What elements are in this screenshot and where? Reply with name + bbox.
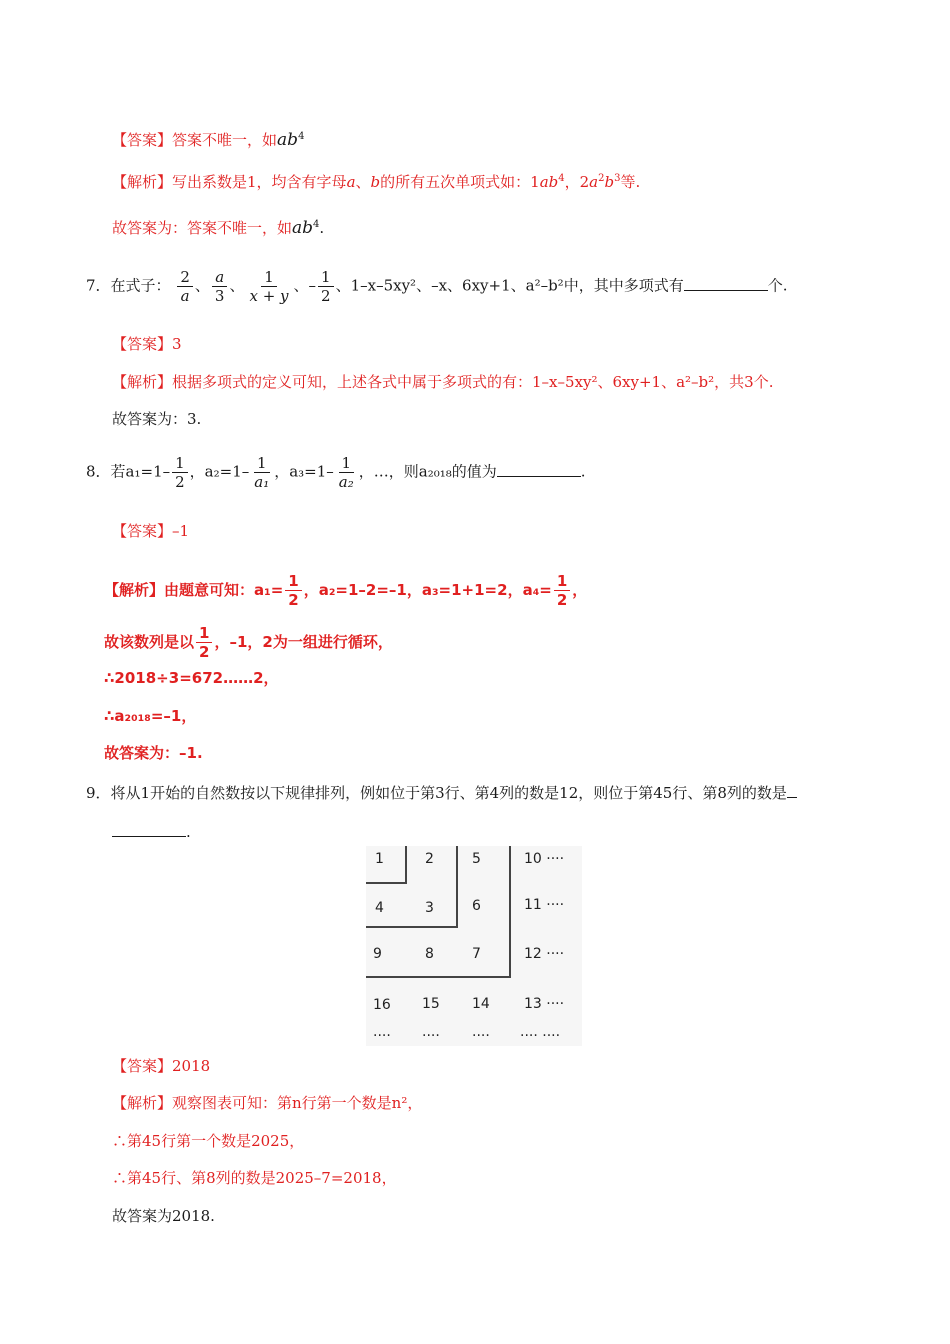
grid-cell: 7 — [472, 946, 481, 962]
grid-cell: ···· — [472, 1028, 490, 1044]
grid-cell: 15 — [422, 996, 440, 1012]
q6-analysis: 【解析】写出系数是1，均含有字母a、b的所有五次单项式如：$1ab^4$，$2a^2b^3$等. — [112, 173, 641, 191]
q6-answer: 【答案】答案不唯一，如$ab^4$ — [112, 130, 305, 150]
answer-label: 【答案】 — [112, 131, 173, 149]
grid-cell: 13 ···· — [524, 996, 565, 1012]
number-grid-figure — [366, 846, 582, 1046]
grid-cell: 5 — [472, 851, 481, 867]
grid-cell: 8 — [425, 946, 434, 962]
grid-cell: ···· — [373, 1028, 391, 1044]
fraction: $\frac{1}{2}$ — [554, 572, 570, 609]
answer-label: 【答案】 — [112, 1057, 173, 1075]
q9-analysis-line3: ∴第45行、第8列的数是2025–7=2018， — [112, 1169, 397, 1187]
answer-blank[interactable] — [497, 464, 581, 477]
analysis-label: 【解析】 — [104, 581, 165, 599]
q6-final: 故答案为：答案不唯一，如$ab^4$. — [112, 218, 325, 238]
analysis-label: 【解析】 — [112, 373, 173, 391]
q9-analysis-line2: ∴第45行第一个数是2025， — [112, 1132, 305, 1150]
q9-analysis: 【解析】观察图表可知：第n行第一个数是n²， — [112, 1094, 423, 1112]
fraction: $\frac{1}{2}$ — [196, 624, 212, 661]
grid-cell: 11 ···· — [524, 897, 565, 913]
analysis-label: 【解析】 — [112, 1094, 173, 1112]
question-number: 9． — [86, 784, 111, 802]
q7-final: 故答案为：3. — [112, 410, 202, 428]
grid-cell: ···· — [422, 1028, 440, 1044]
question-number: 7． — [86, 276, 111, 295]
q7-analysis: 【解析】根据多项式的定义可知，上述各式中属于多项式的有：1–x–5xy²、6xy+1、a²–b²，共3个. — [112, 373, 774, 391]
answer-label: 【答案】 — [112, 522, 173, 540]
fraction: $\frac{1}{\text{a₁}}$ — [254, 454, 270, 491]
analysis-label: 【解析】 — [112, 173, 173, 191]
fraction: $\frac{1}{2}$ — [172, 454, 188, 491]
grid-cell: 4 — [375, 900, 384, 916]
question-number: 8． — [86, 462, 111, 481]
q9-answer: 【答案】2018 — [112, 1057, 211, 1075]
answer-label: 【答案】 — [112, 335, 173, 353]
fraction: $\frac{1}{2}$ — [318, 268, 334, 305]
q8-analysis-line5: 故答案为：–1. — [104, 744, 203, 762]
fraction: $\frac{a}{3}$ — [212, 268, 228, 305]
q8-answer: 【答案】–1 — [112, 522, 190, 540]
q9-final: 故答案为2018. — [112, 1207, 215, 1225]
q8-analysis-line2: 故该数列是以 $\frac{1}{2}$ ，–1，2为一组进行循环， — [104, 624, 393, 661]
fraction: $\frac{1}{\text{a₂}}$ — [338, 454, 354, 491]
grid-cell: 12 ···· — [524, 946, 565, 962]
grid-cell: 16 — [373, 997, 391, 1013]
fraction: $\frac{1}{2}$ — [285, 572, 301, 609]
answer-blank[interactable] — [112, 824, 186, 837]
grid-cell: 14 — [472, 996, 490, 1012]
q8-analysis: 【解析】由题意可知：a₁= $\frac{1}{2}$ ，a₂=1–2=–1，a₃=1+1=2，a₄= $\frac{1}{2}$ ， — [104, 572, 588, 609]
q7-answer: 【答案】3 — [112, 335, 182, 353]
q8-analysis-line3: ∴2018÷3=672……2， — [104, 669, 279, 687]
q8-analysis-line4: ∴a₂₀₁₈=–1， — [104, 707, 197, 725]
grid-cell: ···· ···· — [520, 1028, 561, 1044]
q7-stem: 7．在式子： $\frac{2}{a}$ 、 $\frac{a}{3}$ 、 $\frac{1}{x + y}$ 、– $\frac{1}{2}$ 、1–x–5xy²、–x、6xy+1、a²–b²中，其中多项式有 个. — [86, 268, 788, 305]
answer-blank[interactable] — [684, 278, 768, 291]
q9-stem: 9．将从1开始的自然数按以下规律排列，例如位于第3行、第4列的数是12，则位于第45行、第8列的数是 — [86, 783, 797, 803]
grid-cell: 2 — [425, 851, 434, 867]
q9-stem-cont: . — [112, 822, 191, 842]
grid-cell: 3 — [425, 900, 434, 916]
grid-cell: 10 ···· — [524, 851, 565, 867]
grid-cell: 6 — [472, 898, 481, 914]
q8-stem: 8．若a₁=1– $\frac{1}{2}$ ，a₂=1– $\frac{1}{\text{a₁}}$ ，a₃=1– $\frac{1}{\text{a₂}}$ ，…，则a₂₀₁₈的值为 . — [86, 454, 586, 491]
grid-cell: 1 — [375, 851, 384, 867]
fraction: $\frac{2}{a}$ — [177, 268, 193, 305]
fraction: $\frac{1}{x + y}$ — [249, 268, 289, 305]
grid-cell: 9 — [373, 946, 382, 962]
